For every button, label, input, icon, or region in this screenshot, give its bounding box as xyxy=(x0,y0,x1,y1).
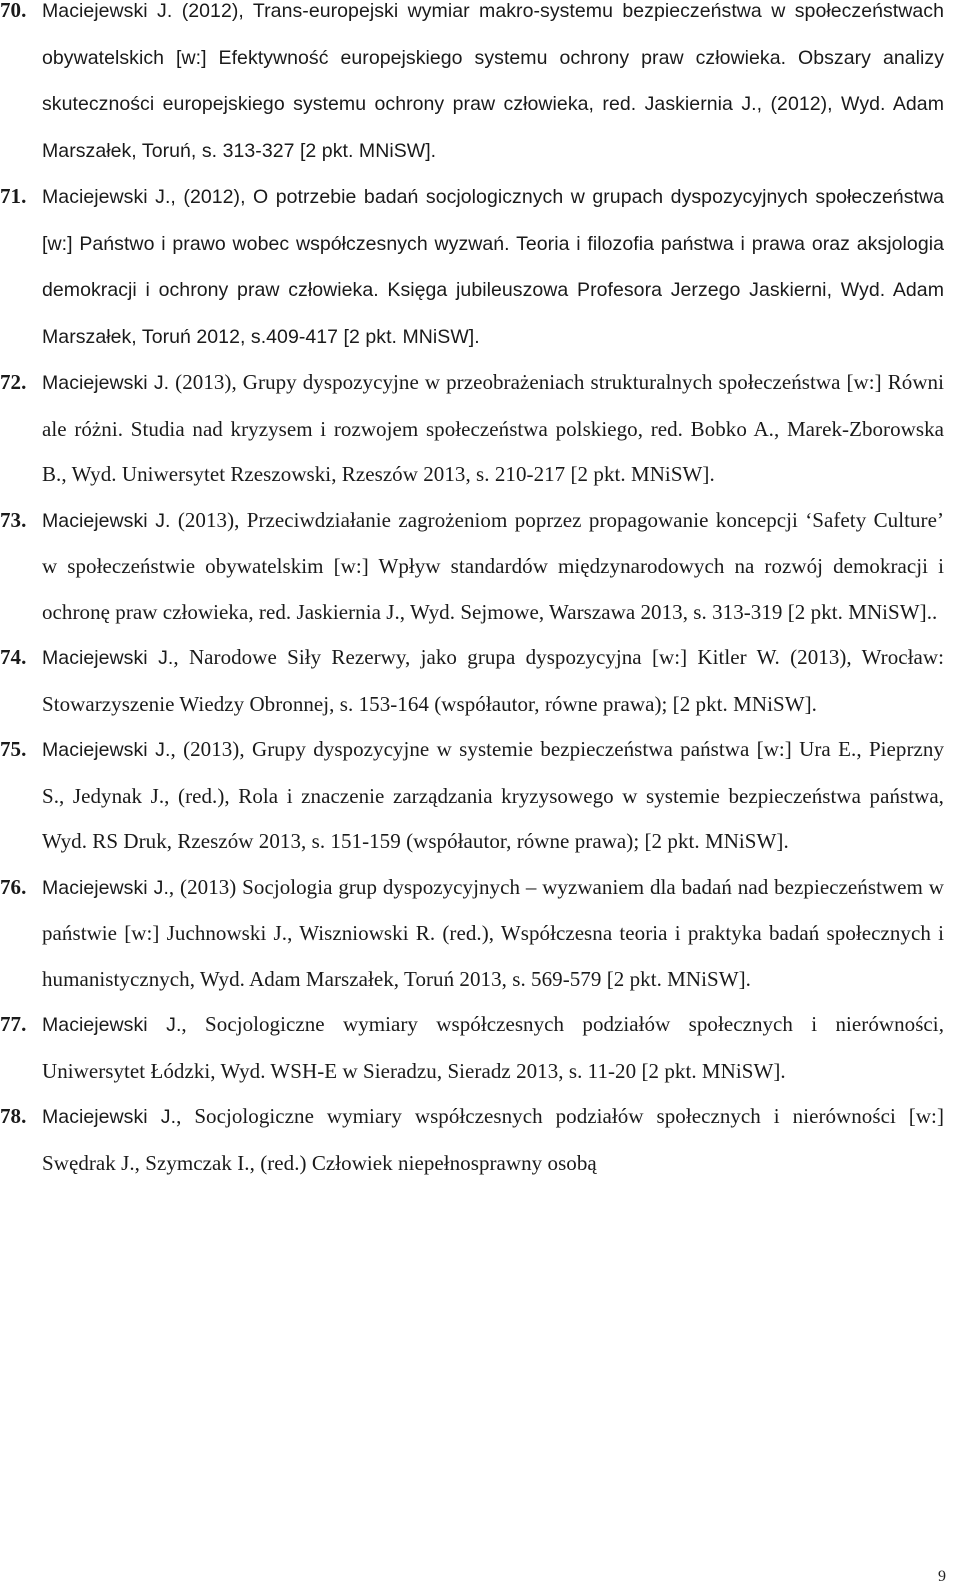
entry-text: (2013), Grupy dyspozycyjne w przeobrażeniach strukturalnych społeczeństwa [w:] Równi ale różni. Studia nad kryzysem i rozwojem społeczeństwa polskiego, red. Bobko A., Marek-Zborowska B., Wyd. Uniwersytet Rzeszowski, Rzeszów 2013, s. 210-217 [2 pkt. MNiSW]. xyxy=(42,370,944,486)
bibliography-entry-78 xyxy=(0,1094,944,1186)
entry-number: 76. xyxy=(0,874,27,899)
entry-text: , Socjologiczne wymiary współczesnych podziałów społecznych i nierówności [w:] Swędrak J., Szymczak I., (red.) Człowiek niepełnosprawny osobą xyxy=(42,1104,944,1175)
entry-text: Maciejewski J., (2012), O potrzebie badań socjologicznych w grupach dyspozycyjnych społeczeństwa [w:] Państwo i prawo wobec współczesnych wyzwań. Teoria i filozofia państwa i prawa oraz aksjologia demokracji i ochrony praw człowieka. Księga jubileuszowa Profesora Jerzego Jaskierni, Wyd. Adam Marszałek, Toruń 2012, s.409-417 [2 pkt. MNiSW]. xyxy=(42,186,944,348)
entry-author: Maciejewski J. xyxy=(42,1106,177,1128)
entry-number: 73. xyxy=(0,507,27,532)
entry-number: 75. xyxy=(0,737,27,761)
entry-text: , (2013), Grupy dyspozycyjne w systemie bezpieczeństwa państwa [w:] Ura E., Pieprzny S., Jedynak J., (red.), Rola i znaczenie zarządzania kryzysowego w systemie bezpieczeństwa państwa, Wyd. RS Druk, Rzeszów 2013, s. 151-159 (współautor, równe prawa); [2 pkt. MNiSW]. xyxy=(42,737,944,853)
bibliography-entry-76 xyxy=(0,865,944,1003)
bibliography-entry-72 xyxy=(0,360,944,498)
entry-number: 70. xyxy=(0,0,27,22)
entry-text: Maciejewski J. (2012), Trans-europejski wymiar makro-systemu bezpieczeństwa w społeczeństwach obywatelskich [w:] Efektywność europejskiego systemu ochrony praw człowieka. Obszary analizy skuteczności europejskiego systemu ochrony praw człowieka, red. Jaskiernia J., (2012), Wyd. Adam Marszałek, Toruń, s. 313-327 [2 pkt. MNiSW]. xyxy=(42,0,944,162)
entry-text: (2013), Przeciwdziałanie zagrożeniom poprzez propagowanie koncepcji ‘Safety Culture’ w społeczeństwie obywatelskim [w:] Wpływ standardów międzynarodowych na rozwój demokracji i ochronę praw człowieka, red. Jaskiernia J., Wyd. Sejmowe, Warszawa 2013, s. 313-319 [2 pkt. MNiSW].. xyxy=(42,507,944,624)
entry-text: , Socjologiczne wymiary współczesnych podziałów społecznych i nierówności, Uniwersytet Łódzki, Wyd. WSH-E w Sieradzu, Sieradz 2013, s. 11-20 [2 pkt. MNiSW]. xyxy=(42,1012,944,1083)
entry-text: , Narodowe Siły Rezerwy, jako grupa dyspozycyjna [w:] Kitler W. (2013), Wrocław: Stowarzyszenie Wiedzy Obronnej, s. 153-164 (współautor, równe prawa); [2 pkt. MNiSW]. xyxy=(42,645,944,716)
bibliography-entry-77 xyxy=(0,1002,944,1094)
page-number: 9 xyxy=(938,1568,946,1585)
bibliography-entry-74 xyxy=(0,635,944,727)
bibliography-entry-75 xyxy=(0,727,944,865)
bibliography-entry-71 xyxy=(0,174,944,360)
entry-text: , (2013) Socjologia grup dyspozycyjnych – wyzwaniem dla badań nad bezpieczeństwem w państwie [w:] Juchnowski J., Wiszniowski R. (red.), Współczesna teoria i praktyka badań społecznych i humanistycznych, Wyd. Adam Marszałek, Toruń 2013, s. 569-579 [2 pkt. MNiSW]. xyxy=(42,874,944,991)
entry-number: 77. xyxy=(0,1012,27,1036)
bibliography-entry-73 xyxy=(0,498,944,636)
entry-author: Maciejewski J. xyxy=(42,372,170,394)
entry-author: Maciejewski J. xyxy=(42,1014,182,1036)
entry-author: Maciejewski J. xyxy=(42,739,171,761)
bibliography-entry-70 xyxy=(0,0,944,174)
entry-number: 72. xyxy=(0,370,27,394)
entry-author: Maciejewski J. xyxy=(42,647,174,669)
entry-number: 74. xyxy=(0,645,27,669)
entry-author: Maciejewski J. xyxy=(42,876,169,899)
entry-number: 78. xyxy=(0,1104,27,1128)
entry-number: 71. xyxy=(0,184,27,208)
entry-author: Maciejewski J. xyxy=(42,509,171,532)
